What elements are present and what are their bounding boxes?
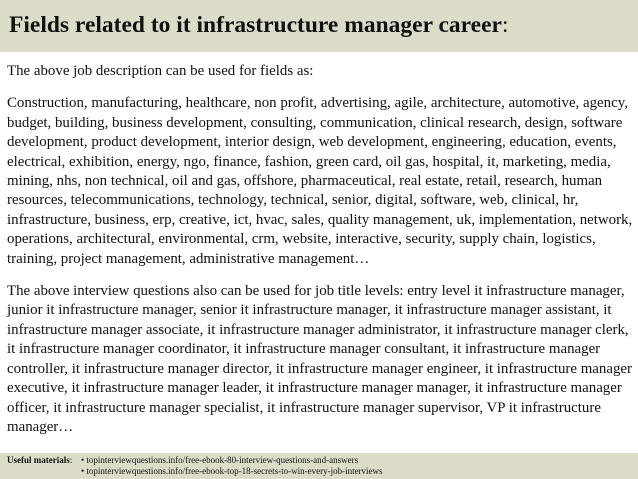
footer-label-text: Useful materials <box>7 455 70 465</box>
intro-paragraph: The above job description can be used for fields as: <box>7 63 314 79</box>
slide-title-text: Fields related to it infrastructure manager career <box>9 12 502 38</box>
title-bar <box>0 0 638 52</box>
footer-links <box>81 455 383 477</box>
slide-title-colon: : <box>501 12 509 38</box>
footer-label-colon: : <box>69 455 73 465</box>
slide-content <box>7 62 635 437</box>
job-levels-paragraph: The above interview questions also can be used for job title levels: entry level it infrastructure manager, junior it infrastructure manager, senior it infrastructure manager, it infrastructure manager assistant, it infrastructure manager associate, it infrastructure manager administrator, it infrastructure manager clerk, it infrastructure manager coordinator, it infrastructure manager consultant, it infrastructure manager controller, it infrastructure manager director, it infrastructure manager engineer, it infrastructure manager executive, it infrastructure manager leader, it infrastructure manager manager, it infrastructure manager officer, it infrastructure manager specialist, it infrastructure manager supervisor, VP it infrastructure manager… <box>7 283 632 435</box>
footer-link-ebook-18-secrets[interactable]: • topinterviewquestions.info/free-ebook-top-18-secrets-to-win-every-job-interviews <box>81 466 383 476</box>
footer-label <box>7 455 72 466</box>
fields-paragraph: Construction, manufacturing, healthcare, non profit, advertising, agile, architecture, automotive, agency, budget, building, business development, consulting, communication, clinical research, design, software development, product development, interior design, web development, engineering, education, events, electrical, exhibition, energy, ngo, finance, fashion, green card, oil gas, hospital, it, marketing, media, mining, nhs, non technical, oil and gas, offshore, pharmaceutical, real estate, retail, research, human resources, telecommunications, technology, technical, senior, digital, software, web, clinical, hr, infrastructure, business, erp, creative, ict, hvac, sales, quality management, uk, implementation, network, operations, architectural, environmental, crm, website, interactive, security, supply chain, logistics, training, project management, administrative management… <box>7 95 633 267</box>
footer-link-ebook-80-questions[interactable]: • topinterviewquestions.info/free-ebook-80-interview-questions-and-answers <box>81 455 359 465</box>
slide-title <box>9 10 508 40</box>
footer-bar <box>0 453 638 479</box>
